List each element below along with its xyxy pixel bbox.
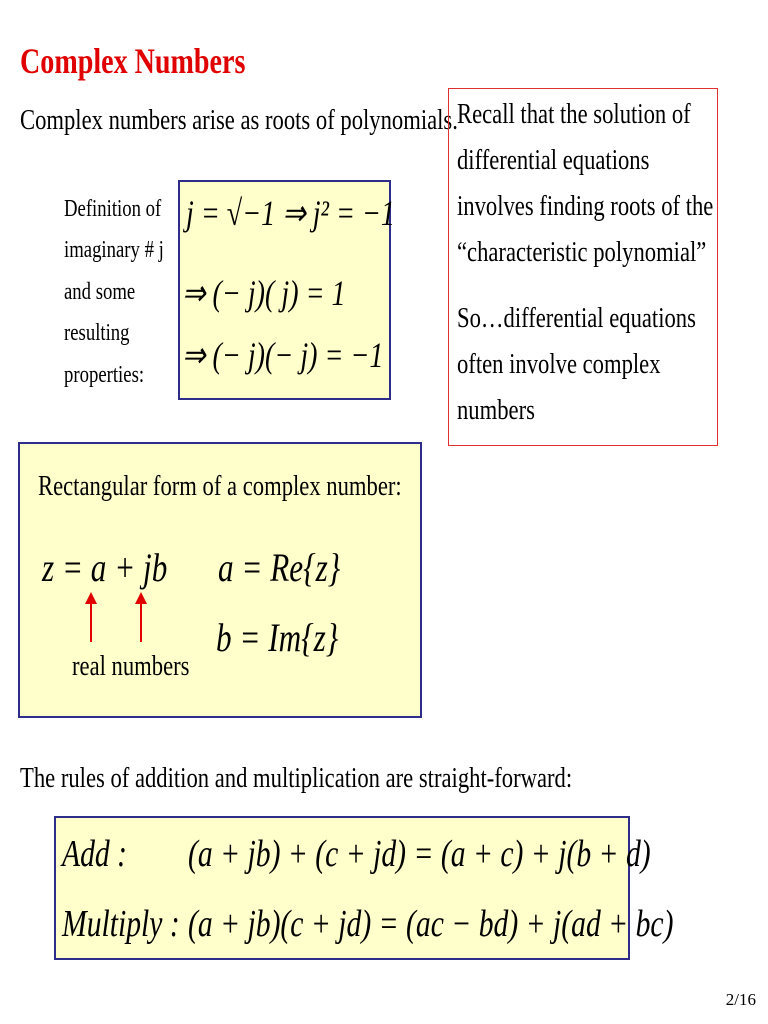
operations-box [54,816,674,960]
add-label: Add : [62,833,128,875]
page-number: 2/16 [725,990,756,1009]
recall-so-line-3: numbers [457,394,535,426]
definition-label-line-5: properties: [64,362,145,388]
real-numbers-label: real numbers [72,650,190,682]
rectangular-form-equation: z = a + jb [42,545,168,590]
recall-so-line-2: often involve complex [457,348,661,380]
definition-label-line-4: resulting [64,320,130,346]
recall-line-4: “characteristic polynomial” [457,236,707,268]
multiply-label: Multiply : [62,903,180,945]
add-equation: (a + jb) + (c + jd) = (a + c) + j(b + d) [188,833,651,875]
definition-eq-2: ⇒ (− j)( j) = 1 [182,273,346,313]
definition-eq-3: ⇒ (− j)(− j) = −1 [182,335,384,375]
definition-equations-box [178,180,395,400]
slide-title: Complex Numbers [20,41,246,81]
rectangular-form-heading: Rectangular form of a complex number: [38,470,402,502]
rules-text: The rules of addition and multiplication are straight-forward: [20,762,573,794]
rectangular-form-box [18,442,422,718]
recall-line-1: Recall that the solution of [457,98,691,130]
definition-label-line-2: imaginary # j [64,237,164,263]
definition-label-line-1: Definition of [64,196,162,222]
recall-line-3: involves finding roots of the [457,190,714,222]
arrow-up-icon [90,602,92,642]
multiply-equation: (a + jb)(c + jd) = (ac − bd) + j(ad + bc) [188,903,674,945]
recall-note-box [448,88,718,446]
recall-line-2: differential equations [457,144,650,176]
recall-so-line-1: So…differential equations [457,302,696,334]
real-part-equation: a = Re{z} [218,545,341,590]
definition-eq-1: j = √−1 ⇒ j² = −1 [186,193,395,233]
arrow-up-icon [140,602,142,642]
imaginary-part-equation: b = Im{z} [216,615,339,660]
definition-label-line-3: and some [64,279,136,305]
intro-text: Complex numbers arise as roots of polynomials. [20,104,458,136]
